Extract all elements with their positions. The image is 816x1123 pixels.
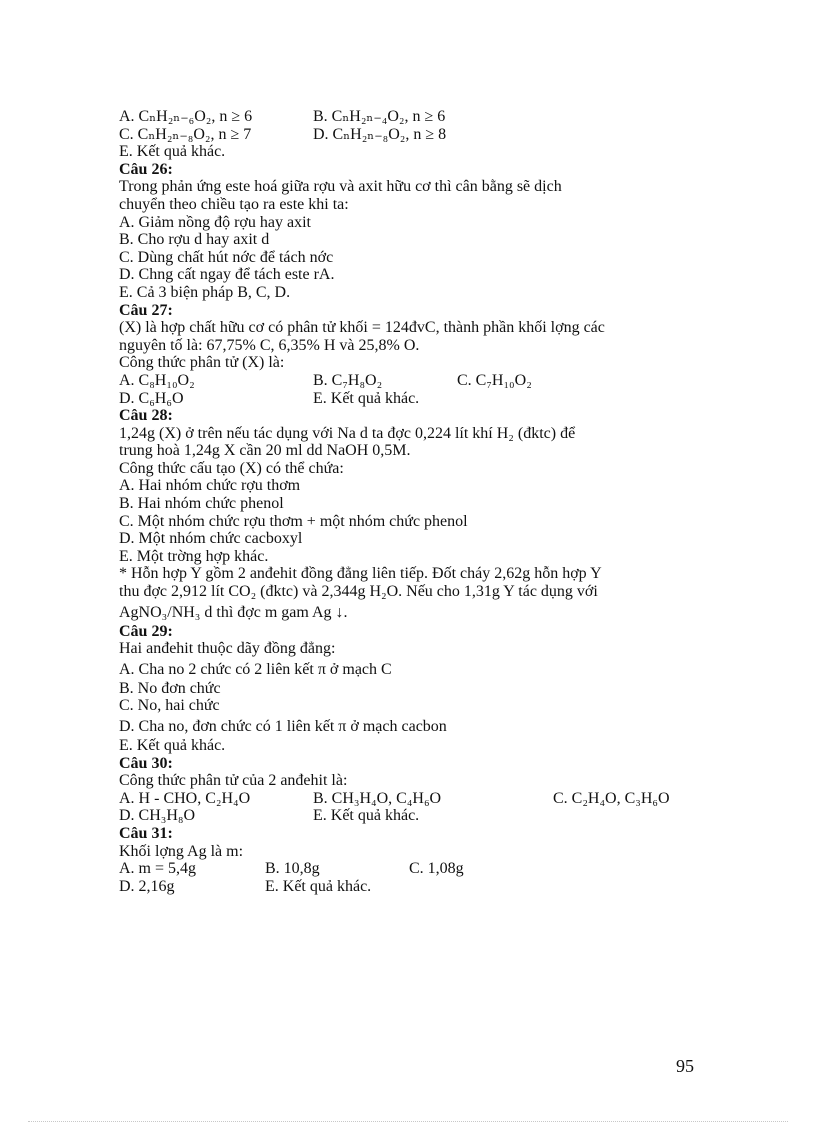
option-left: D. CH₃H₈O xyxy=(119,807,196,825)
question-heading xyxy=(119,161,709,179)
option-right: D. CₙH₂ₙ₋₈O₂, n ≥ 8 xyxy=(313,125,447,143)
line-text: chuyển theo chiều tạo ra este khi ta: xyxy=(119,195,349,213)
line-text: C. Một nhóm chức rợu thơm + một nhóm chức phenol xyxy=(119,512,468,530)
line-text: Công thức cấu tạo (X) có thể chứa: xyxy=(119,459,344,477)
question-heading xyxy=(119,623,709,641)
option-0: D. 2,16g xyxy=(119,877,175,895)
option-right: E. Kết quả khác. xyxy=(313,389,420,407)
line-text: nguyên tố là: 67,75% C, 6,35% H và 25,8% O. xyxy=(119,336,420,354)
line-text: E. Cả 3 biện pháp B, C, D. xyxy=(119,283,291,301)
options-row xyxy=(119,108,709,126)
text-line xyxy=(119,354,709,372)
line-text: trung hoà 1,24g X cần 20 ml dd NaOH 0,5M. xyxy=(119,442,411,460)
text-line xyxy=(119,565,709,583)
option-1: B. 10,8g xyxy=(265,860,320,878)
question-heading xyxy=(119,825,709,843)
options-row xyxy=(119,790,709,808)
text-line xyxy=(119,530,709,548)
question-number: Câu 26: xyxy=(119,160,173,178)
page-content xyxy=(119,108,709,895)
text-line xyxy=(119,284,709,302)
text-line xyxy=(119,843,709,861)
text-line xyxy=(119,477,709,495)
line-text: Công thức phân tử (X) là: xyxy=(119,354,285,372)
options-row xyxy=(119,878,709,896)
line-text: D. Một nhóm chức cacboxyl xyxy=(119,530,303,548)
line-text: Hai anđehit thuộc dãy đồng đẳng: xyxy=(119,640,336,658)
option-1: E. Kết quả khác. xyxy=(265,877,372,895)
options-row xyxy=(119,390,709,408)
line-text: A. Cha no 2 chức có 2 liên kết π ở mạch C xyxy=(119,660,392,678)
line-text: B. No đơn chức xyxy=(119,679,221,697)
text-line xyxy=(119,266,709,284)
question-number: Câu 29: xyxy=(119,622,173,640)
line-text: D. Cha no, đơn chức có 1 liên kết π ở mạch cacbon xyxy=(119,718,447,735)
options-row xyxy=(119,372,709,390)
line-text: (X) là hợp chất hữu cơ có phân tử khối = 124đvC, thành phần khối lợng các xyxy=(119,319,605,337)
options-row xyxy=(119,126,709,144)
text-line xyxy=(119,178,709,196)
text-line xyxy=(119,460,709,478)
question-number: Câu 30: xyxy=(119,754,173,772)
line-text: C. Dùng chất hút nớc để tách nớc xyxy=(119,248,334,266)
line-text: C. No, hai chức xyxy=(119,697,220,715)
line-text: A. Giảm nồng độ rợu hay axit xyxy=(119,213,311,231)
option-2: C. 1,08g xyxy=(409,860,464,878)
option-c: C. C₂H₄O, C₃H₆O xyxy=(553,789,670,807)
text-line xyxy=(119,143,709,161)
text-line xyxy=(119,442,709,460)
bottom-dotted-border xyxy=(28,1121,788,1122)
text-line xyxy=(119,697,709,715)
text-line xyxy=(119,640,709,658)
line-text: D. Chng cất ngay để tách este rA. xyxy=(119,266,335,284)
question-number: Câu 27: xyxy=(119,301,173,319)
text-line xyxy=(119,513,709,531)
option-left: D. C₆H₆O xyxy=(119,389,184,407)
text-line xyxy=(119,495,709,513)
text-line xyxy=(119,715,709,737)
text-line xyxy=(119,337,709,355)
line-text: 1,24g (X) ở trên nếu tác dụng với Na d ta đợc 0,224 lít khí H₂ (đktc) để xyxy=(119,424,576,442)
line-text: B. Hai nhóm chức phenol xyxy=(119,495,284,513)
option-left: C. CₙH₂ₙ₋₈O₂, n ≥ 7 xyxy=(119,125,252,143)
line-text: thu đợc 2,912 lít CO₂ (đktc) và 2,344g H₂O. Nếu cho 1,31g Y tác dụng với xyxy=(119,583,598,601)
text-line xyxy=(119,737,709,755)
option-b: B. C₇H₈O₂ xyxy=(313,371,383,389)
text-line xyxy=(119,548,709,566)
text-line xyxy=(119,425,709,443)
option-a: A. H - CHO, C₂H₄O xyxy=(119,789,251,807)
question-heading xyxy=(119,407,709,425)
line-text: AgNO₃/NH₃ d thì đợc m gam Ag ↓. xyxy=(119,603,348,621)
text-line xyxy=(119,680,709,698)
text-line xyxy=(119,231,709,249)
question-number: Câu 31: xyxy=(119,824,173,842)
option-right: B. CₙH₂ₙ₋₄O₂, n ≥ 6 xyxy=(313,108,446,125)
options-row xyxy=(119,807,709,825)
option-0: A. m = 5,4g xyxy=(119,860,197,878)
text-line xyxy=(119,196,709,214)
line-text: E. Kết quả khác. xyxy=(119,143,226,161)
text-line xyxy=(119,249,709,267)
line-text: * Hỗn hợp Y gồm 2 anđehit đồng đẳng liên tiếp. Đốt cháy 2,62g hỗn hợp Y xyxy=(119,565,602,583)
line-text: Khối lợng Ag là m: xyxy=(119,842,244,860)
question-number: Câu 28: xyxy=(119,407,173,425)
option-right: E. Kết quả khác. xyxy=(313,807,420,825)
text-line xyxy=(119,658,709,680)
text-line xyxy=(119,772,709,790)
line-text: A. Hai nhóm chức rợu thơm xyxy=(119,477,301,495)
text-line xyxy=(119,214,709,232)
line-text: Trong phản ứng este hoá giữa rợu và axit hữu cơ thì cân bằng sẽ dịch xyxy=(119,178,562,196)
line-text: E. Một trờng hợp khác. xyxy=(119,547,269,565)
option-b: B. CH₃H₄O, C₄H₆O xyxy=(313,789,442,807)
line-text: E. Kết quả khác. xyxy=(119,737,226,754)
line-text: Công thức phân tử của 2 anđehit là: xyxy=(119,772,348,790)
page-number: 95 xyxy=(676,1056,694,1076)
line-text: B. Cho rợu d hay axit d xyxy=(119,231,270,249)
option-c: C. C₇H₁₀O₂ xyxy=(457,371,532,389)
options-row xyxy=(119,860,709,878)
text-line xyxy=(119,319,709,337)
text-line xyxy=(119,583,709,601)
option-a: A. C₈H₁₀O₂ xyxy=(119,371,195,389)
option-left: A. CₙH₂ₙ₋₆O₂, n ≥ 6 xyxy=(119,108,253,125)
text-line xyxy=(119,601,709,623)
question-heading xyxy=(119,755,709,773)
question-heading xyxy=(119,302,709,320)
